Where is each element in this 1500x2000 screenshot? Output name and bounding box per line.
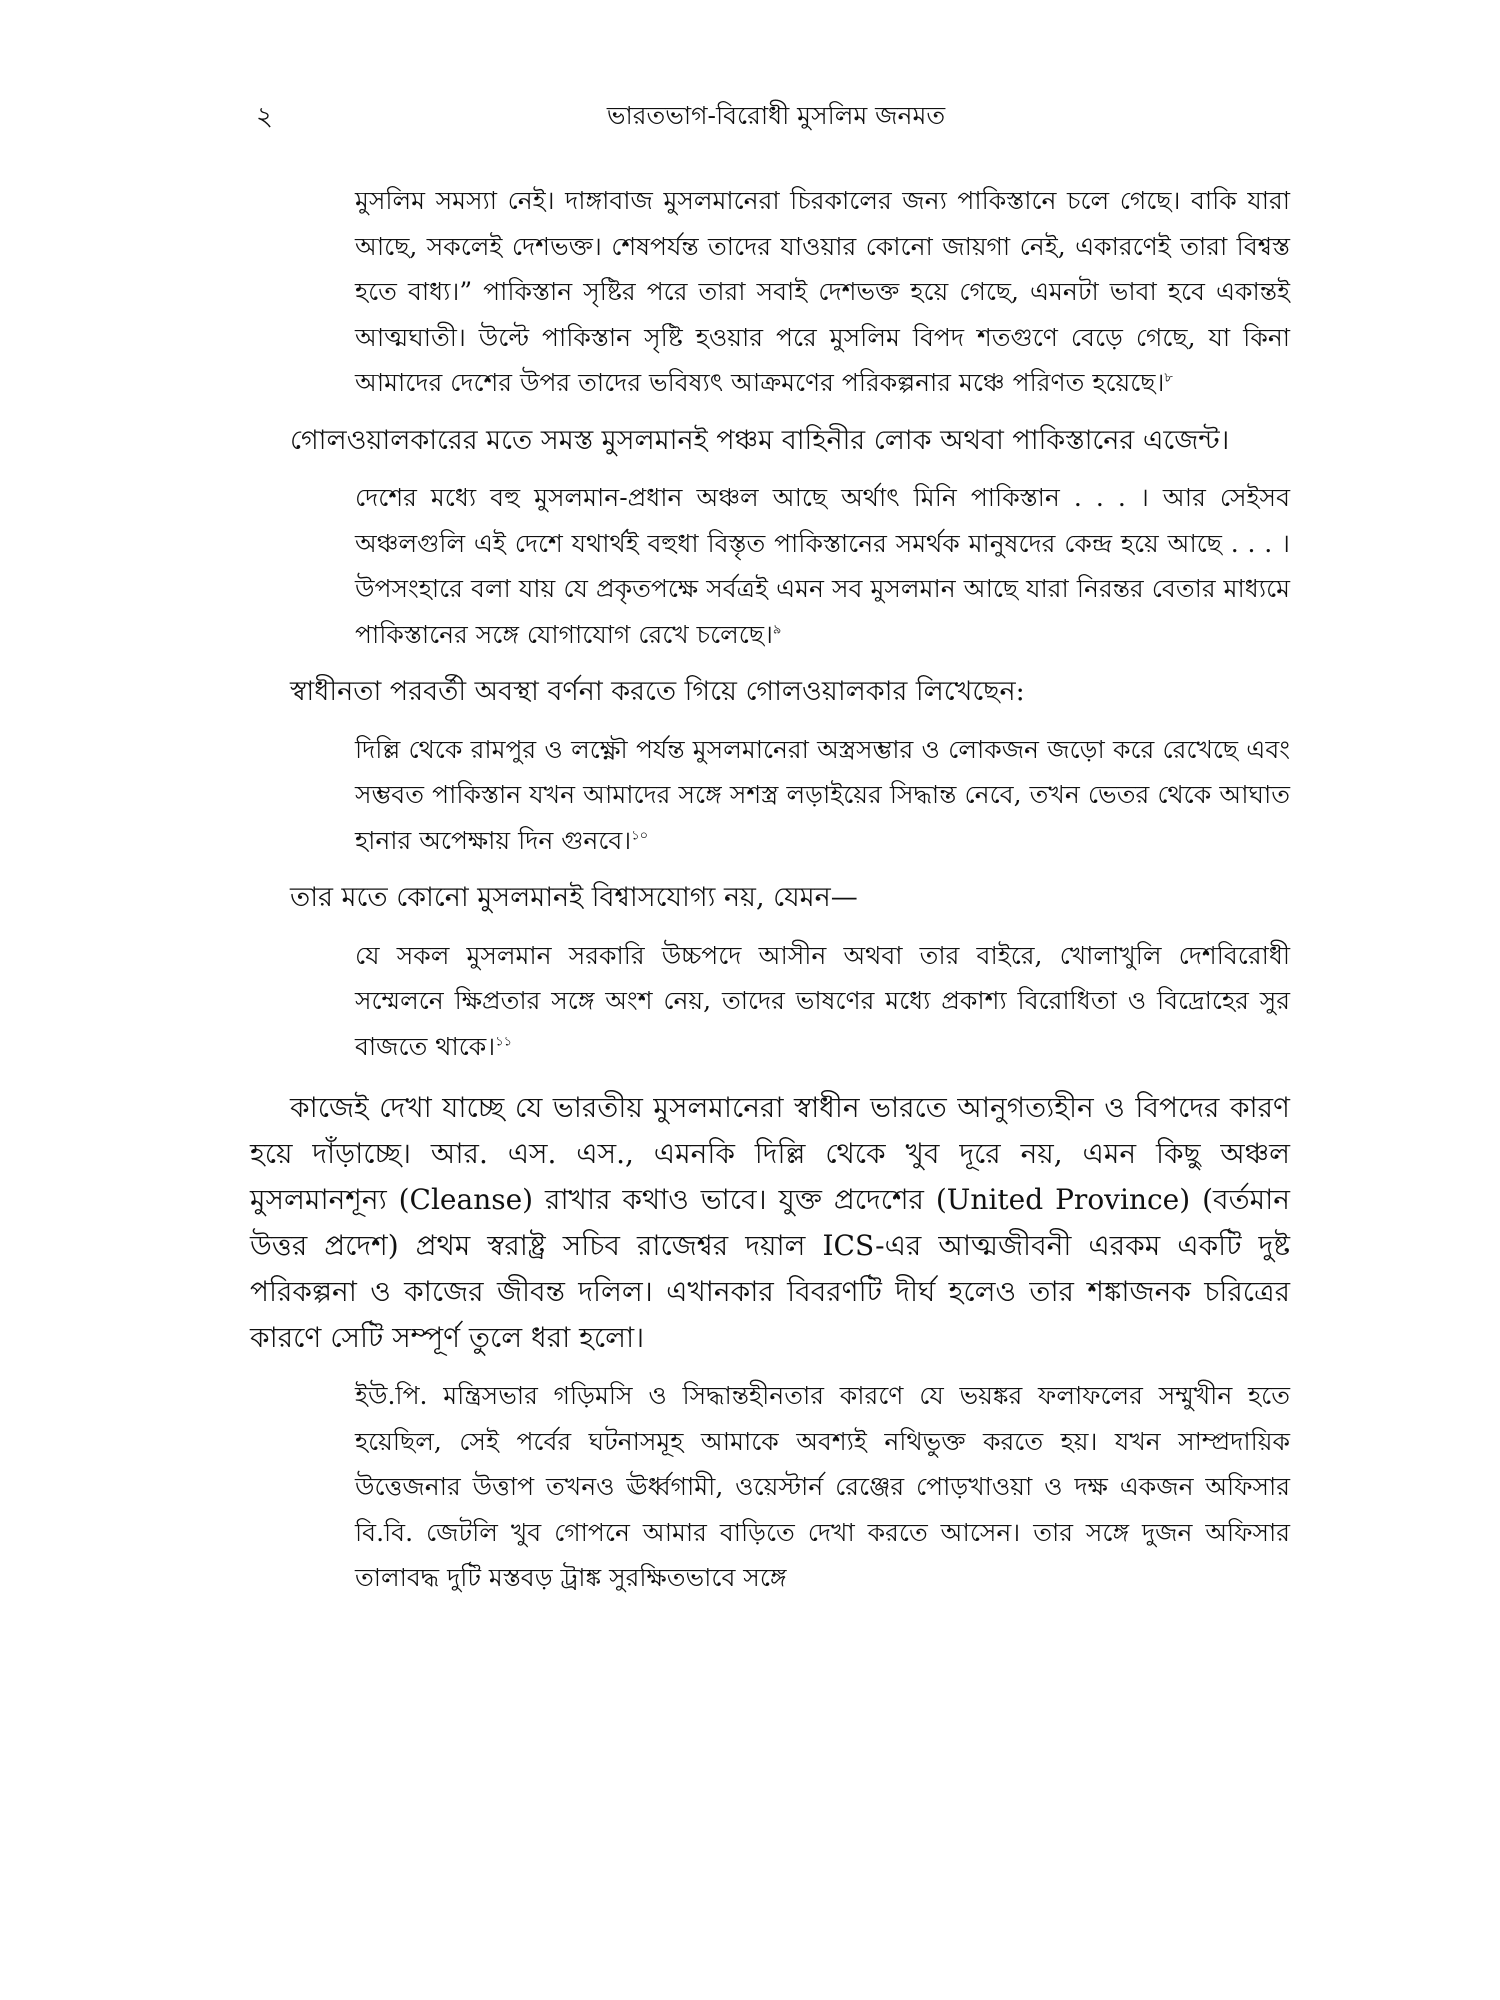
block-quote-2 (355, 475, 1290, 657)
footnote-ref-10: ১০ (631, 828, 649, 844)
block-quote-4 (355, 933, 1290, 1070)
quote-4-text: যে সকল মুসলমান সরকারি উচ্চপদে আসীন অথবা তার বাইরে, খোলাখুলি দেশবিরোধী সম্মেলনে ক্ষিপ্রতার সঙ্গে অংশ নেয়, তাদের ভাষণের মধ্যে প্রকাশ্য বিরোধিতা ও বিদ্রোহের সুর বাজতে থাকে। (355, 940, 1290, 1061)
footnote-ref-8: ৮ (1164, 370, 1173, 386)
quote-2-text: দেশের মধ্যে বহু মুসলমান-প্রধান অঞ্চল আছে অর্থাৎ মিনি পাকিস্তান . . . । আর সেইসব অঞ্চলগুলি এই দেশে যথার্থই বহুধা বিস্তৃত পাকিস্তানের সমর্থক মানুষদের কেন্দ্র হয়ে আছে . . . । উপসংহারে বলা যায় যে প্রকৃতপক্ষে সর্বত্রই এমন সব মুসলমান আছে যারা নিরন্তর বেতার মাধ্যমে পাকিস্তানের সঙ্গে যোগাযোগ রেখে চলেছে। (355, 483, 1290, 649)
footnote-ref-9: ৯ (772, 622, 782, 638)
page-number: ২ (256, 102, 273, 132)
paragraph-4: কাজেই দেখা যাচ্ছে যে ভারতীয় মুসলমানেরা স্বাধীন ভারতে আনুগত্যহীন ও বিপদের কারণ হয়ে দাঁড়াচ্ছে। আর. এস. এস., এমনকি দিল্লি থেকে খুব দূরে নয়, এমন কিছু অঞ্চল মুসলমানশূন্য (Cleanse) রাখার কথাও ভাবে। যুক্ত প্রদেশের (United Province) (বর্তমান উত্তর প্রদেশ) প্রথম স্বরাষ্ট্র সচিব রাজেশ্বর দয়াল ICS-এর আত্মজীবনী এরকম একটি দুষ্ট পরিকল্পনা ও কাজের জীবন্ত দলিল। এখানকার বিবরণটি দীর্ঘ হলেও তার শঙ্কাজনক চরিত্রের কারণে সেটি সম্পূর্ণ তুলে ধরা হলো। (250, 1091, 1290, 1354)
page-body (250, 178, 1290, 1601)
footnote-ref-11: ১১ (495, 1034, 513, 1050)
block-quote-1 (355, 178, 1290, 406)
paragraph-3: তার মতে কোনো মুসলমানই বিশ্বাসযোগ্য নয়, যেমন— (290, 882, 858, 913)
paragraph-2: স্বাধীনতা পরবর্তী অবস্থা বর্ণনা করতে গিয়ে গোলওয়ালকার লিখেছেন: (290, 676, 1025, 707)
page-header (256, 96, 1296, 136)
block-quote-5: ইউ.পি. মন্ত্রিসভার গড়িমসি ও সিদ্ধান্তহীনতার কারণে যে ভয়ঙ্কর ফলাফলের সম্মুখীন হতে হয়েছিল, সেই পর্বের ঘটনাসমূহ আমাকে অবশ্যই নথিভুক্ত করতে হয়। যখন সাম্প্রদায়িক উত্তেজনার উত্তাপ তখনও ঊর্ধ্বগামী, ওয়েস্টার্ন রেঞ্জের পোড়খাওয়া ও দক্ষ একজন অফিসার বি.বি. জেটলি খুব গোপনে আমার বাড়িতে দেখা করতে আসেন। তার সঙ্গে দুজন অফিসার তালাবদ্ধ দুটি মস্তবড় ট্রাঙ্ক সুরক্ষিতভাবে সঙ্গে (355, 1381, 1290, 1592)
paragraph-1: গোলওয়ালকারের মতে সমস্ত মুসলমানই পঞ্চম বাহিনীর লোক অথবা পাকিস্তানের এজেন্ট। (290, 424, 1230, 456)
block-quote-3 (355, 727, 1290, 864)
quote-3-text: দিল্লি থেকে রামপুর ও লক্ষ্ণৌ পর্যন্ত মুসলমানেরা অস্ত্রসম্ভার ও লোকজন জড়ো করে রেখেছে এবং সম্ভবত পাকিস্তান যখন আমাদের সঙ্গে সশস্ত্র লড়াইয়ের সিদ্ধান্ত নেবে, তখন ভেতর থেকে আঘাত হানার অপেক্ষায় দিন গুনবে। (355, 734, 1290, 855)
running-title: ভারতভাগ-বিরোধী মুসলিম জনমত (606, 101, 946, 130)
quote-1-text: মুসলিম সমস্যা নেই। দাঙ্গাবাজ মুসলমানেরা চিরকালের জন্য পাকিস্তানে চলে গেছে। বাকি যারা আছে, সকলেই দেশভক্ত। শেষপর্যন্ত তাদের যাওয়ার কোনো জায়গা নেই, একারণেই তারা বিশ্বস্ত হতে বাধ্য।” পাকিস্তান সৃষ্টির পরে তারা সবাই দেশভক্ত হয়ে গেছে, এমনটা ভাবা হবে একান্তই আত্মঘাতী। উল্টে পাকিস্তান সৃষ্টি হওয়ার পরে মুসলিম বিপদ শতগুণে বেড়ে গেছে, যা কিনা আমাদের দেশের উপর তাদের ভবিষ্যৎ আক্রমণের পরিকল্পনার মঞ্চে পরিণত হয়েছে। (355, 186, 1290, 397)
